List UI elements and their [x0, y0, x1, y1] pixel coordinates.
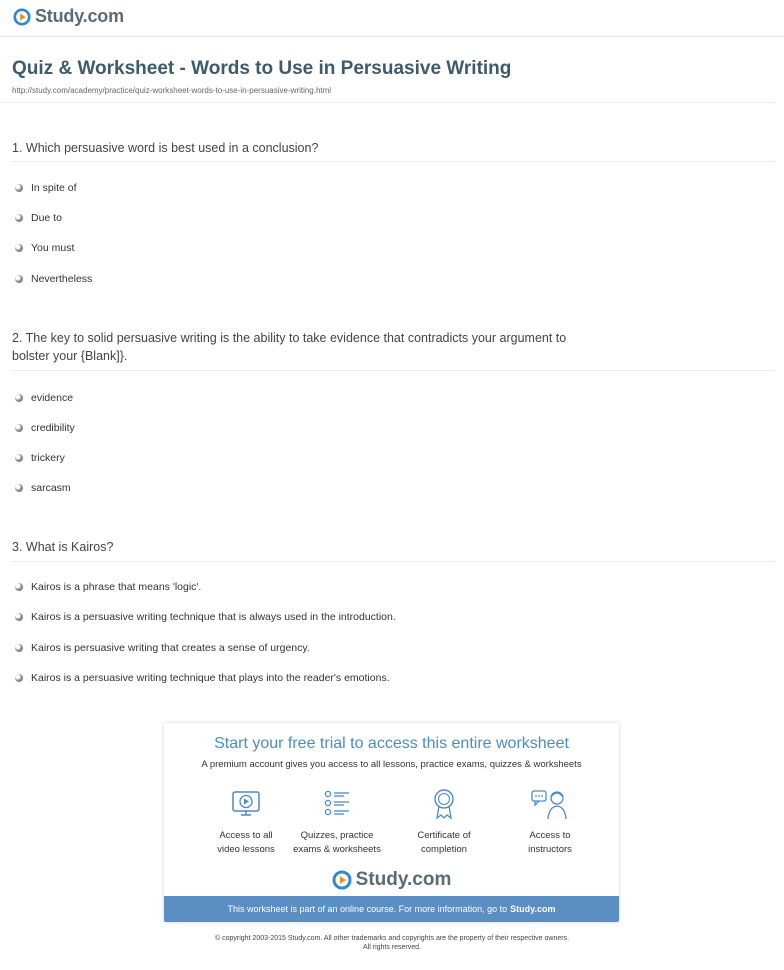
answer-option[interactable]	[15, 482, 71, 494]
feature-label-line2: instructors	[528, 844, 572, 855]
answer-option[interactable]	[15, 452, 65, 464]
option-label: In spite of	[31, 182, 77, 194]
copyright-line2: All rights reserved.	[363, 944, 421, 951]
question-2-line1: 2. The key to solid persuasive writing is the ability to take evidence that contradicts your argument to	[12, 331, 567, 345]
radio-icon[interactable]	[15, 583, 23, 591]
answer-option[interactable]	[15, 392, 73, 404]
option-label: evidence	[31, 392, 74, 404]
promo-bar-text: This worksheet is part of an online course. For more information, go to	[227, 904, 508, 914]
promo-subline: A premium account gives you access to all lessons, practice exams, quizzes & worksheets	[201, 759, 582, 770]
feature-label-line1: Quizzes, practice	[300, 830, 374, 841]
play-circle-icon	[13, 8, 31, 26]
answer-option[interactable]	[15, 422, 75, 434]
radio-icon[interactable]	[15, 214, 23, 222]
answer-option[interactable]	[15, 212, 62, 224]
radio-icon[interactable]	[15, 613, 23, 621]
video-lesson-icon	[229, 787, 263, 821]
play-circle-icon	[332, 870, 352, 890]
option-label: sarcasm	[31, 482, 71, 494]
radio-icon[interactable]	[15, 244, 23, 252]
feature-instructors	[495, 787, 605, 857]
feature-label-line2: completion	[421, 844, 467, 855]
answer-option[interactable]	[15, 273, 92, 285]
page-title: Quiz & Worksheet - Words to Use in Persuasive Writing	[12, 58, 512, 79]
question-2-line2: bolster your {Blank]}.	[12, 349, 128, 363]
feature-label-line1: Certificate of	[417, 830, 471, 841]
option-label: Kairos is a phrase that means 'logic'.	[31, 581, 202, 593]
radio-icon[interactable]	[15, 184, 23, 192]
answer-option[interactable]	[15, 182, 77, 194]
copyright-footer	[0, 934, 784, 952]
option-label: credibility	[31, 422, 75, 434]
option-label: You must	[31, 242, 75, 254]
feature-quizzes	[282, 787, 392, 857]
question-divider	[12, 161, 775, 162]
option-label: Kairos is persuasive writing that creates a sense of urgency.	[31, 642, 310, 654]
feature-label-line2: exams & worksheets	[293, 844, 381, 855]
question-divider	[12, 370, 775, 371]
promo-headline[interactable]: Start your free trial to access this entire worksheet	[214, 735, 569, 752]
option-label: Nevertheless	[31, 273, 93, 285]
feature-label-line2: video lessons	[217, 844, 275, 855]
page-url[interactable]: http://study.com/academy/practice/quiz-worksheet-words-to-use-in-persuasive-writing.html	[12, 86, 332, 95]
radio-icon[interactable]	[15, 644, 23, 652]
question-2-text	[12, 329, 652, 365]
radio-icon[interactable]	[15, 674, 23, 682]
option-label: Due to	[31, 212, 62, 224]
radio-icon[interactable]	[15, 394, 23, 402]
header-divider	[0, 36, 784, 37]
answer-option[interactable]	[15, 581, 201, 593]
radio-icon[interactable]	[15, 275, 23, 283]
copyright-line1: © copyright 2003-2015 Study.com. All other trademarks and copyrights are the property of their respective owners.	[214, 935, 570, 942]
answer-option[interactable]	[15, 611, 396, 623]
question-divider	[12, 561, 775, 562]
promo-logo-text: Study.com	[355, 869, 452, 890]
premium-promo-box	[164, 723, 619, 922]
answer-option[interactable]	[15, 642, 310, 654]
radio-icon[interactable]	[15, 484, 23, 492]
feature-label-line1: Access to	[529, 830, 571, 841]
header-logo[interactable]	[13, 6, 124, 27]
feature-certificate	[389, 787, 499, 857]
promo-logo[interactable]	[164, 869, 619, 891]
question-3-text: 3. What is Kairos?	[12, 540, 114, 554]
answer-option[interactable]	[15, 242, 74, 254]
instructor-chat-icon	[530, 787, 570, 821]
promo-info-bar	[164, 896, 619, 922]
radio-icon[interactable]	[15, 424, 23, 432]
answer-option[interactable]	[15, 672, 390, 684]
option-label: trickery	[31, 452, 65, 464]
promo-bar-link[interactable]: Study.com	[510, 904, 556, 914]
option-label: Kairos is a persuasive writing technique that is always used in the introduction.	[31, 611, 396, 623]
feature-label-line1: Access to all	[219, 830, 273, 841]
option-label: Kairos is a persuasive writing technique that plays into the reader's emotions.	[31, 672, 390, 684]
question-1-text: 1. Which persuasive word is best used in a conclusion?	[12, 141, 319, 155]
title-divider	[0, 102, 775, 103]
logo-text: Study.com	[35, 6, 124, 26]
quiz-list-icon	[320, 787, 354, 821]
radio-icon[interactable]	[15, 454, 23, 462]
certificate-icon	[427, 787, 461, 821]
